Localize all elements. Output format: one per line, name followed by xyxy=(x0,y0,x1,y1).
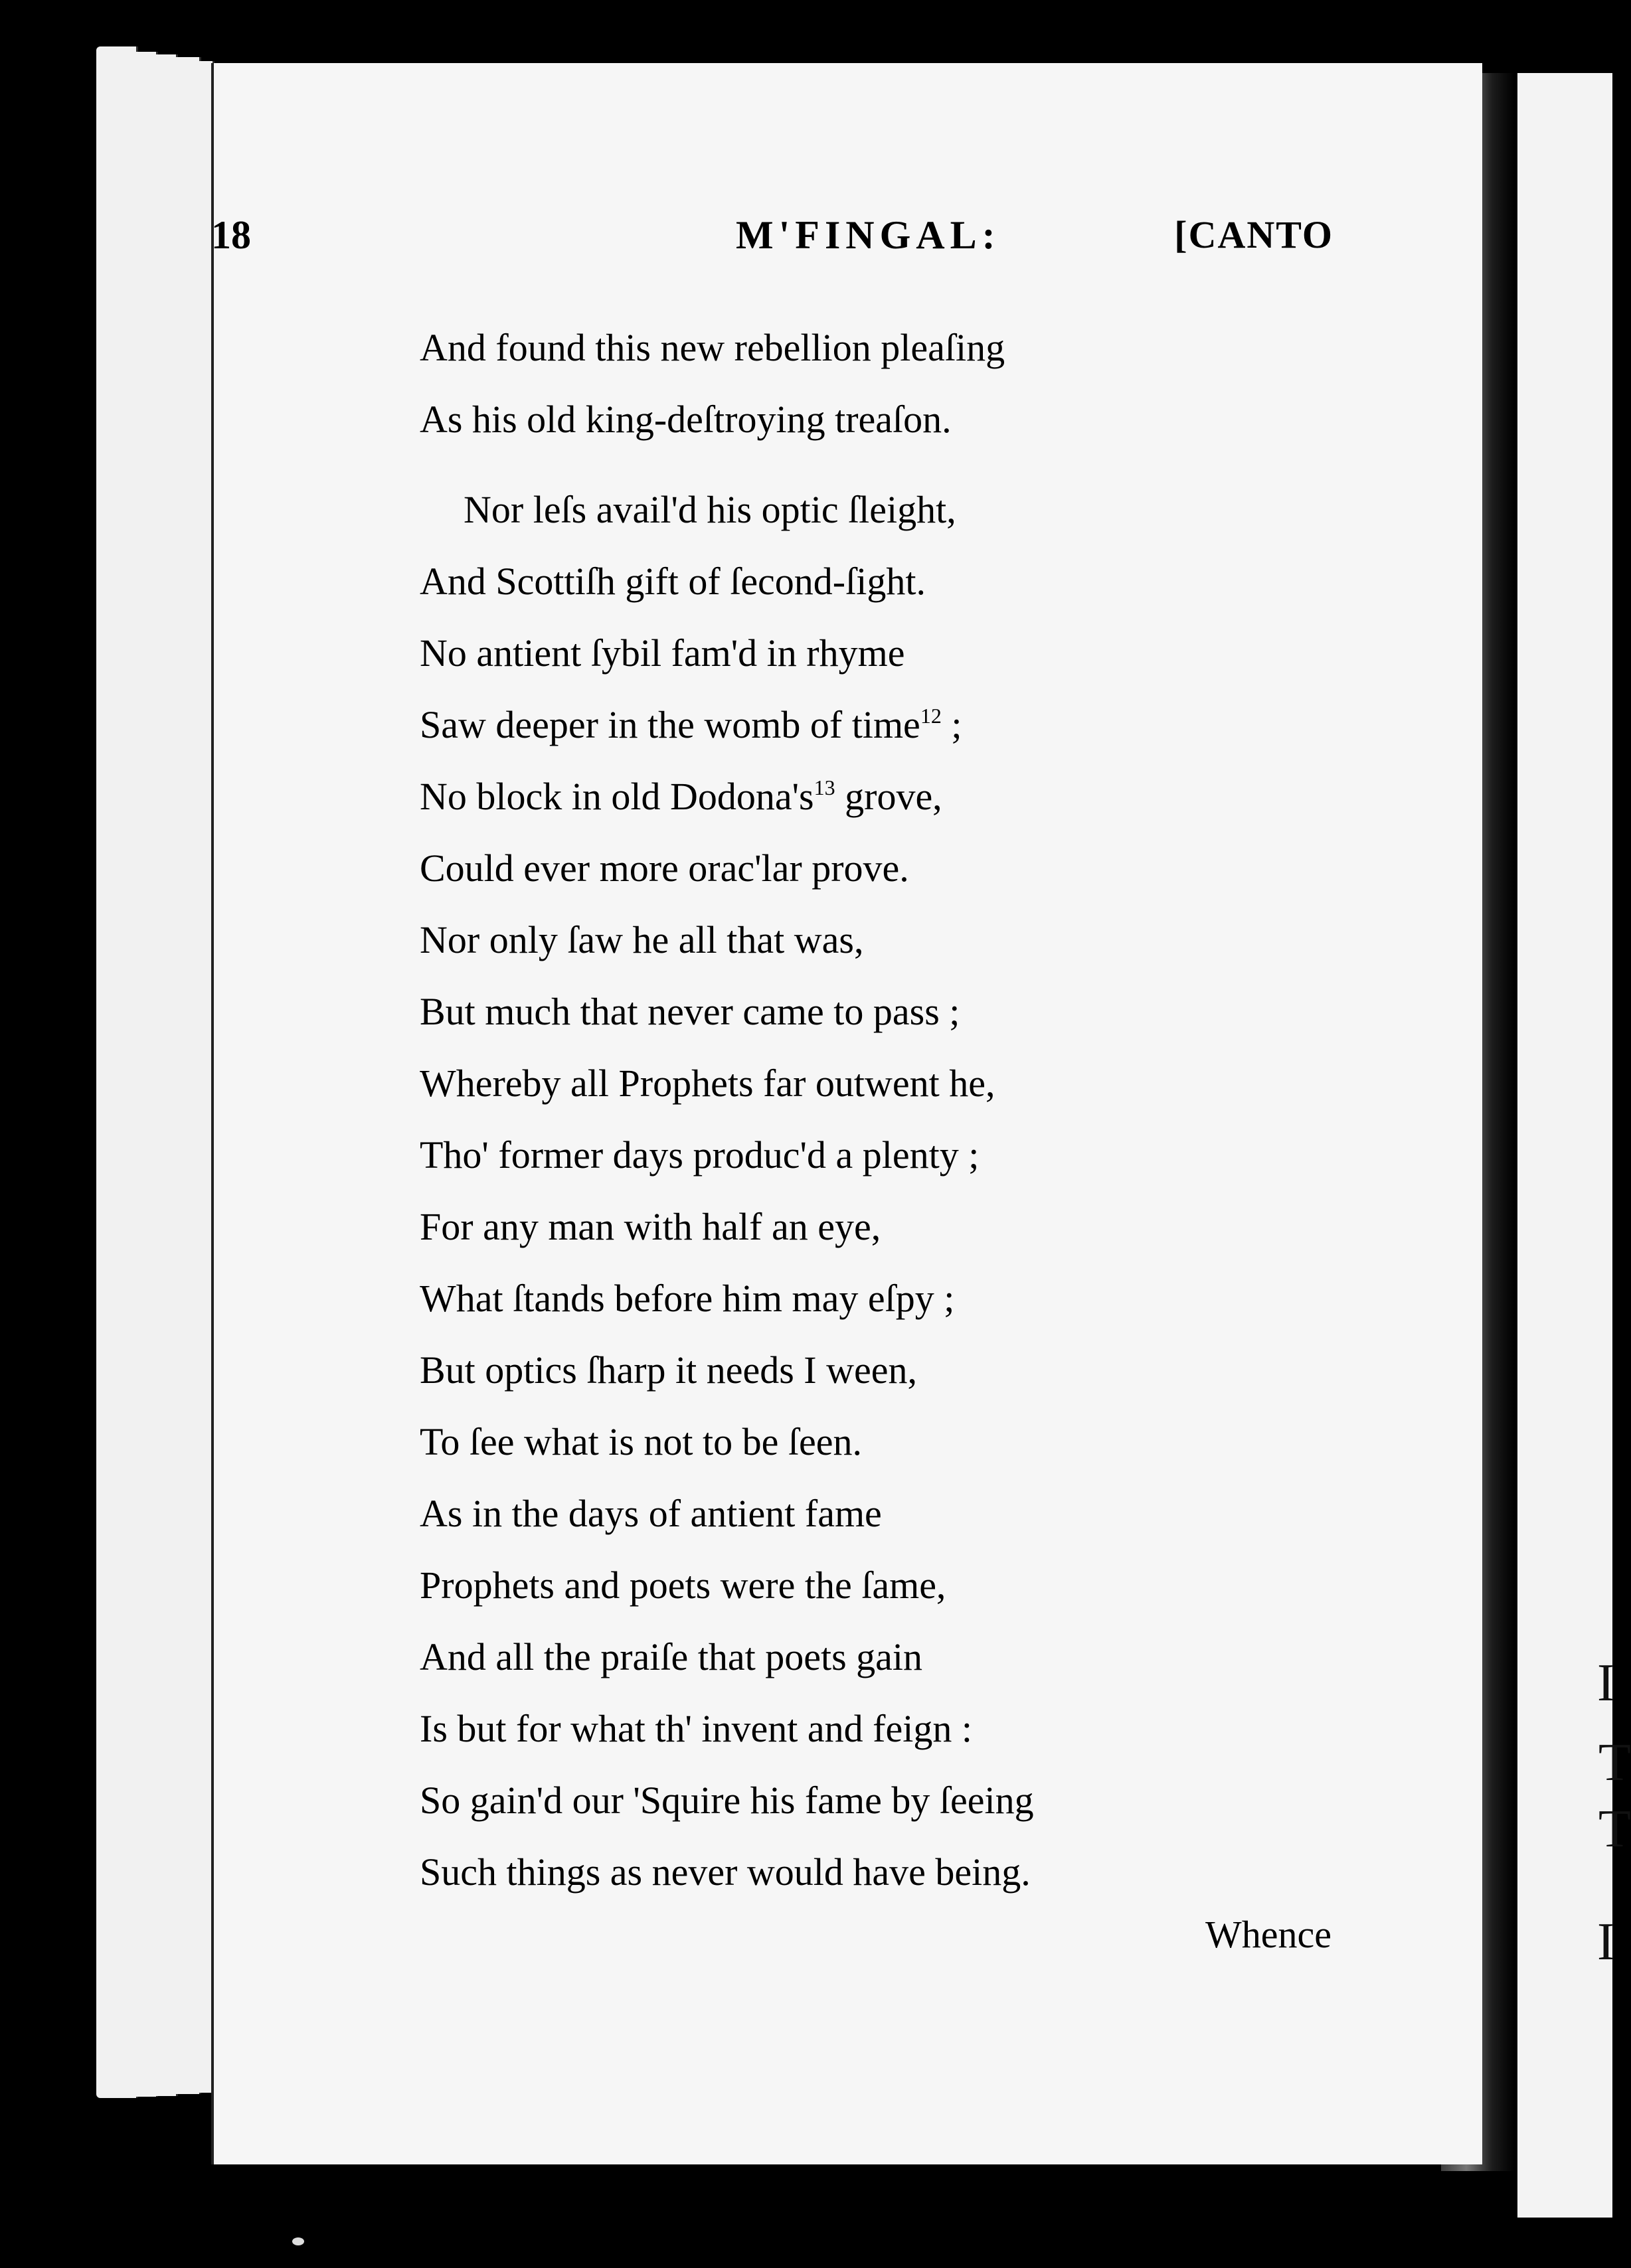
verse-text: And all the praiſe that poets gain xyxy=(420,1635,923,1678)
verse-line xyxy=(420,761,1416,833)
verse-text: To ſee what is not to be ſeen. xyxy=(420,1420,862,1463)
verse-line xyxy=(420,1191,1416,1263)
verse-line xyxy=(420,976,1416,1048)
next-page-fragment: I xyxy=(1597,1654,1615,1712)
footnote-marker: 13 xyxy=(814,775,835,799)
verse-text: But optics ſharp it needs I ween, xyxy=(420,1348,917,1392)
verse-line xyxy=(420,1406,1416,1478)
verse-line xyxy=(420,474,1416,546)
verse-text: Prophets and poets were the ſame, xyxy=(420,1564,946,1607)
verse-line xyxy=(420,1550,1416,1621)
catchword: Whence xyxy=(1205,1913,1331,1956)
verse-text: And Scottiſh gift of ſecond-ſight. xyxy=(420,560,926,603)
verse-line xyxy=(420,1836,1416,1908)
verse-line xyxy=(420,1048,1416,1119)
verse-line xyxy=(420,689,1416,761)
verse-text: Is but for what th' invent and feign : xyxy=(420,1707,972,1750)
verse-text: No antient ſybil fam'd in rhyme xyxy=(420,631,905,675)
verse-text: As in the days of antient fame xyxy=(420,1492,882,1535)
verse-line xyxy=(420,1621,1416,1693)
running-title: M'FINGAL: xyxy=(736,213,1001,257)
next-page-fragment: T xyxy=(1598,1800,1631,1858)
stanza xyxy=(420,312,1416,455)
verse-text: So gain'd our 'Squire his fame by ſeeing xyxy=(420,1779,1034,1822)
verse-text: What ſtands before him may eſpy ; xyxy=(420,1277,955,1320)
stanza xyxy=(420,474,1416,1908)
verse-text: Could ever more orac'lar prove. xyxy=(420,847,909,890)
verse-text: Tho' former days produc'd a plenty ; xyxy=(420,1133,980,1176)
verse-text: Nor only ſaw he all that was, xyxy=(420,918,864,961)
verse-text: Such things as never would have being. xyxy=(420,1850,1031,1894)
verse-line xyxy=(420,1765,1416,1836)
verse-text: No block in old Dodona's xyxy=(420,775,814,818)
footnote-marker: 12 xyxy=(920,704,942,728)
verse-text: Nor leſs avail'd his optic ſleight, xyxy=(464,488,956,531)
verse-line xyxy=(420,833,1416,904)
verse-text-continuation: grove, xyxy=(835,775,942,818)
next-page-sliver xyxy=(1517,73,1631,2218)
verse-line xyxy=(420,1119,1416,1191)
verse-line xyxy=(420,904,1416,976)
verse-line: As his old king-deſtroying treaſon. xyxy=(420,398,952,441)
verse-line xyxy=(420,1478,1416,1550)
verse-text: For any man with half an eye, xyxy=(420,1205,881,1248)
next-page-fragment: I xyxy=(1597,1913,1615,1971)
verse-text-continuation: ; xyxy=(941,703,962,746)
page-number: 18 xyxy=(211,213,251,257)
verse-line xyxy=(420,1263,1416,1335)
verse-line: And found this new rebellion pleaſing xyxy=(420,326,1005,369)
section-mark: [CANTO xyxy=(1174,213,1333,256)
verse-text: But much that never came to pass ; xyxy=(420,990,960,1033)
verse-line xyxy=(420,617,1416,689)
scan-speck xyxy=(292,2237,304,2245)
poem-text xyxy=(420,312,1416,1908)
next-page-fragment: T xyxy=(1598,1734,1631,1792)
page-header xyxy=(211,212,1333,266)
verse-text: Whereby all Prophets far outwent he, xyxy=(420,1062,995,1105)
verse-line xyxy=(420,546,1416,617)
verse-text: Saw deeper in the womb of time xyxy=(420,703,920,746)
verse-line xyxy=(420,1693,1416,1765)
verse-line xyxy=(420,1335,1416,1406)
page-edge xyxy=(179,61,215,2093)
